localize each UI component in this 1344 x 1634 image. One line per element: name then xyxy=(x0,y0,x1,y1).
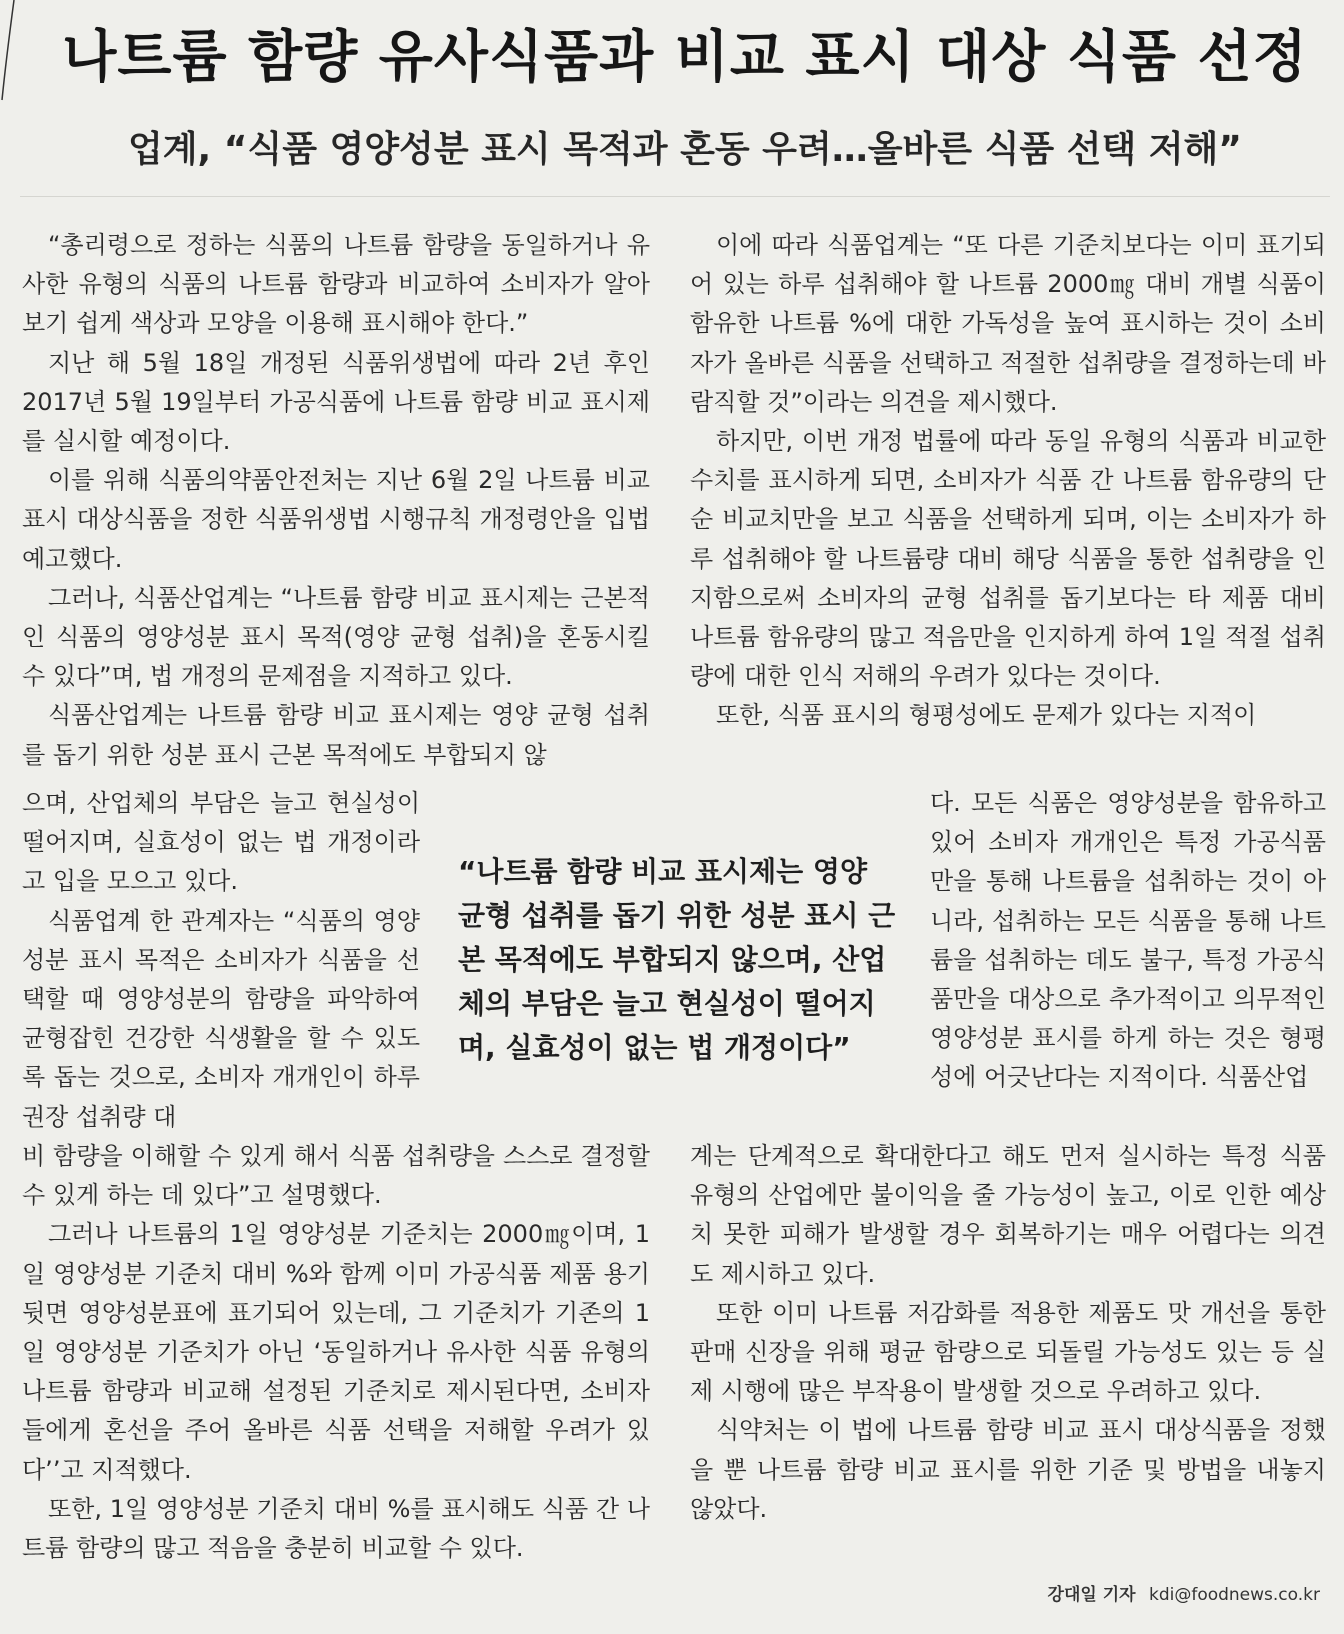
subheadline: 업계, “식품 영양성분 표시 목적과 혼동 우려…올바른 식품 선택 저해” xyxy=(128,129,1242,170)
column-left-bottom xyxy=(22,1137,650,1568)
paragraph: 비 함량을 이해할 수 있게 해서 식품 섭취량을 스스로 결정할 수 있게 하는 데 있다”고 설명했다. xyxy=(22,1142,650,1210)
paragraph: 으며, 산업체의 부담은 늘고 현실성이 떨어지며, 실효성이 없는 법 개정이라고 입을 모으고 있다. xyxy=(22,789,420,896)
scan-edge-mark xyxy=(0,0,20,110)
pull-quote: “나트륨 함량 비교 표시제는 영양 균형 섭취를 돕기 위한 성분 표시 근본 목적에도 부합되지 않으며, 산업체의 부담은 늘고 현실성이 떨어지며, 실효성이 없는 법 개정이다” xyxy=(458,855,896,1064)
paragraph: 또한, 식품 표시의 형평성에도 문제가 있다는 지적이 xyxy=(716,701,1257,730)
byline xyxy=(1048,1580,1320,1605)
paragraph: 식품업계 한 관계자는 “식품의 영양성분 표시 목적은 소비자가 식품을 선택할 때 영양성분의 함량을 파악하여 균형잡힌 건강한 식생활을 할 수 있도록 돕는 것으로, 소비자 개개인이 하루 권장 섭취량 대 xyxy=(22,906,420,1131)
paragraph: “총리령으로 정하는 식품의 나트륨 함량을 동일하거나 유사한 유형의 식품의 나트륨 함량과 비교하여 소비자가 알아보기 쉽게 색상과 모양을 이용해 표시해야 한다.” xyxy=(22,231,650,338)
headline: 나트륨 함량 유사식품과 비교 표시 대상 식품 선정 xyxy=(62,25,1308,90)
paragraph: 하지만, 이번 개정 법률에 따라 동일 유형의 식품과 비교한 수치를 표시하게 되면, 소비자가 식품 간 나트륨 함유량의 단순 비교치만을 보고 식품을 선택하게 되며, 이는 소비자가 하루 섭취해야 할 나트륨량 대비 해당 식품을 통한 섭취량을 인지함으로써 소비자의 균형 섭취를 돕기보다는 타 제품 대비 나트륨 함유량의 많고 적음만을 인지하게 하여 1일 적절 섭취량에 대한 인식 저해의 우려가 있다는 것이다. xyxy=(690,427,1326,691)
paragraph: 지난 해 5월 18일 개정된 식품위생법에 따라 2년 후인 2017년 5월 19일부터 가공식품에 나트륨 함량 비교 표시제를 실시할 예정이다. xyxy=(22,348,650,456)
reporter-email[interactable]: kdi@foodnews.co.kr xyxy=(1148,1585,1320,1605)
paragraph: 식약처는 이 법에 나트륨 함량 비교 표시 대상식품을 정했을 뿐 나트륨 함량 비교 표시를 위한 기준 및 방법을 내놓지 않았다. xyxy=(690,1416,1326,1523)
paragraph: 또한, 1일 영양성분 기준치 대비 %를 표시해도 식품 간 나트륨 함량의 많고 적음을 충분히 비교할 수 있다. xyxy=(22,1494,650,1563)
column-left-narrow xyxy=(22,784,420,1137)
column-right-narrow xyxy=(930,784,1326,1098)
column-right-top xyxy=(690,226,1326,736)
reporter-name: 강대일 기자 xyxy=(1047,1585,1136,1605)
paragraph: 이에 따라 식품업계는 “또 다른 기준치보다는 이미 표기되어 있는 하루 섭취해야 할 나트륨 2000㎎ 대비 개별 식품이 함유한 나트륨 %에 대한 가독성을 높여 표시하는 것이 소비자가 올바른 식품을 선택하고 적절한 섭취량을 결정하는데 바람직할 것”이라는 의견을 제시했다. xyxy=(690,231,1326,416)
column-left-top xyxy=(22,226,650,775)
paragraph: 이를 위해 식품의약품안전처는 지난 6월 2일 나트륨 비교 표시 대상식품을 정한 식품위생법 시행규칙 개정령안을 입법예고했다. xyxy=(22,466,650,573)
paragraph: 그러나, 식품산업계는 “나트륨 함량 비교 표시제는 근본적인 식품의 영양성분 표시 목적(영양 균형 섭취)을 혼동시킬 수 있다”며, 법 개정의 문제점을 지적하고 있다. xyxy=(22,583,650,691)
paragraph: 그러나 나트륨의 1일 영양성분 기준치는 2000㎎이며, 1일 영양성분 기준치 대비 %와 함께 이미 가공식품 제품 용기 뒷면 영양성분표에 표기되어 있는데, 그 기준치가 기존의 1일 영양성분 기준치가 아닌 ‘동일하거나 유사한 식품 유형의 나트륨 함량과 비교해 설정된 기준치로 제시된다면, 소비자들에게 혼선을 주어 올바른 식품 선택을 저해할 우려가 있다’’고 지적했다. xyxy=(22,1220,650,1484)
paragraph: 또한 이미 나트륨 저감화를 적용한 제품도 맛 개선을 통한 판매 신장을 위해 평균 함량으로 되돌릴 가능성도 있는 등 실제 시행에 많은 부작용이 발생할 것으로 우려하고 있다. xyxy=(690,1298,1326,1406)
paragraph: 계는 단계적으로 확대한다고 해도 먼저 실시하는 특정 식품 유형의 산업에만 불이익을 줄 가능성이 높고, 이로 인한 예상치 못한 피해가 발생할 경우 회복하기는 매우 어렵다는 의견도 제시하고 있다. xyxy=(690,1142,1326,1288)
header-divider xyxy=(20,196,1330,197)
paragraph: 식품산업계는 나트륨 함량 비교 표시제는 영양 균형 섭취를 돕기 위한 성분 표시 근본 목적에도 부합되지 않 xyxy=(22,701,650,769)
column-right-bottom xyxy=(690,1137,1326,1529)
paragraph: 다. 모든 식품은 영양성분을 함유하고 있어 소비자 개개인은 특정 가공식품만을 통해 나트륨을 섭취하는 것이 아니라, 섭취하는 모든 식품을 통해 나트륨을 섭취하는 데도 불구, 특정 가공식품만을 대상으로 추가적이고 의무적인 영양성분 표시를 하게 하는 것은 형평성에 어긋난다는 지적이다. 식품산업 xyxy=(930,789,1326,1092)
